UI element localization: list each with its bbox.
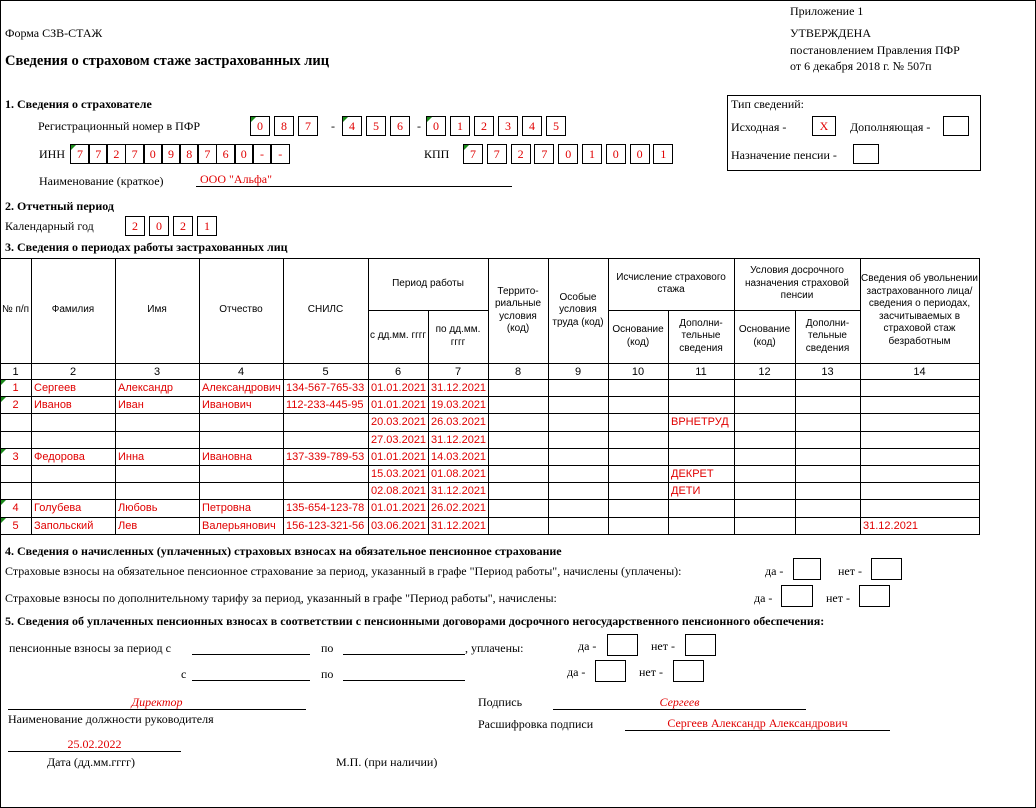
section3-heading: 3. Сведения о периодах работы застрахованных лиц: [5, 240, 288, 254]
approval-line-4: от 6 декабря 2018 г. № 507п: [790, 59, 932, 73]
sign-value[interactable]: Сергеев: [659, 695, 700, 709]
cell-dismissal: 31.12.2021: [863, 519, 919, 532]
approval-line-1: Приложение 1: [790, 4, 864, 18]
s4-line1-no-box[interactable]: [871, 558, 902, 580]
cell-patronymic: [200, 466, 282, 482]
s5-row1-no-label: нет -: [651, 639, 675, 653]
cell-period-from: 01.01.2021: [371, 450, 427, 463]
cell-calc-extra: [669, 500, 733, 516]
s5-from-label-1: пенсионные взносы за период с: [9, 641, 171, 655]
year-label: Календарный год: [5, 219, 94, 233]
cell-patronymic: Валерьянович: [202, 519, 276, 532]
col-header-special: Особые условия труда (код): [552, 291, 604, 328]
column-number: 10: [631, 366, 645, 378]
cell-period-to: 31.12.2021: [431, 382, 487, 394]
cell-patronymic: [200, 483, 282, 499]
inn-digit-box[interactable]: 2: [106, 144, 126, 164]
table-row[interactable]: [0, 431, 979, 448]
kpp-digit-box[interactable]: 0: [606, 144, 626, 164]
cell-calc-extra: ДЕТИ: [671, 485, 701, 498]
col-header-surname: Фамилия: [51, 304, 95, 316]
s4-line2-yes-label: да -: [754, 591, 773, 605]
table-gridline: [0, 534, 980, 535]
cell-snils: 137-339-789-53: [286, 450, 365, 463]
cell-patronymic: Ивановна: [202, 450, 252, 463]
cell-period-from: 03.06.2021: [371, 519, 427, 532]
cell-surname: [32, 414, 114, 430]
info-type-heading: Тип сведений:: [731, 97, 804, 111]
year-digit-box[interactable]: 2: [173, 216, 193, 236]
s5-row2-yes-box[interactable]: [595, 660, 626, 682]
inn-digit-box[interactable]: 8: [179, 144, 199, 164]
cell-patronymic: [200, 414, 282, 430]
year-digit-box[interactable]: 2: [125, 216, 145, 236]
s4-line1-yes-box[interactable]: [793, 558, 821, 580]
page-title: Сведения о страховом стаже застрахованных лиц: [5, 53, 330, 69]
inn-digit-box[interactable]: 7: [125, 144, 145, 164]
cell-period-from: 20.03.2021: [371, 416, 427, 429]
original-checkbox[interactable]: X: [812, 116, 836, 136]
column-number: 11: [695, 366, 707, 378]
position-label: Наименование должности руководителя: [8, 712, 214, 726]
cell-dismissal: [861, 432, 978, 448]
table-gridline: [0, 363, 980, 364]
col-header-period-from: с дд.мм. гггг: [369, 330, 427, 342]
cell-num: [1, 414, 30, 430]
org-name-value[interactable]: ООО "Альфа": [200, 172, 273, 186]
cell-surname: [32, 432, 114, 448]
table-row[interactable]: [0, 379, 979, 396]
inn-digit-box[interactable]: 7: [197, 144, 217, 164]
cell-calc-extra: [669, 449, 733, 465]
reg-number-label: Регистрационный номер в ПФР: [38, 119, 200, 133]
cell-dismissal: [861, 483, 978, 499]
cell-dismissal: [861, 449, 978, 465]
cell-period-to: 19.03.2021: [431, 399, 487, 412]
col-header-period-to: по дд.мм. гггг: [435, 324, 481, 348]
kpp-digit-box[interactable]: 7: [487, 144, 507, 164]
col-header-snils: СНИЛС: [307, 304, 344, 316]
cell-period-to: 26.03.2021: [431, 416, 487, 429]
col-header-patronymic: Отчество: [219, 304, 263, 316]
column-number: 5: [322, 366, 329, 378]
inn-digit-box[interactable]: 0: [234, 144, 254, 164]
col-header-name: Имя: [147, 304, 167, 316]
kpp-digit-box[interactable]: 7: [534, 144, 554, 164]
cell-calc-extra: [669, 397, 733, 413]
cell-name: [116, 466, 198, 482]
cell-num: 5: [12, 519, 19, 532]
column-number: 6: [394, 366, 402, 378]
date-value[interactable]: 25.02.2022: [67, 737, 122, 751]
section5-heading: 5. Сведения об уплаченных пенсионных взносах в соответствии с пенсионными договорами досрочного негосударственного пенсионного обеспечения:: [5, 614, 825, 628]
reg-digit-box[interactable]: 2: [474, 116, 494, 136]
cell-snils: [284, 466, 367, 482]
inn-digit-box[interactable]: 7: [88, 144, 108, 164]
kpp-digit-box[interactable]: 1: [582, 144, 602, 164]
col-header-period: Период работы: [392, 277, 464, 289]
reg-digit-box[interactable]: 5: [366, 116, 386, 136]
cell-dismissal: [861, 500, 978, 516]
cell-patronymic: Петровна: [202, 502, 251, 515]
reg-digit-box[interactable]: 4: [342, 116, 362, 136]
kpp-digit-box[interactable]: 2: [511, 144, 531, 164]
cell-period-to: 31.12.2021: [431, 519, 487, 532]
kpp-digit-box[interactable]: 0: [558, 144, 578, 164]
cell-period-from: 01.01.2021: [371, 399, 427, 412]
s4-line2-no-box[interactable]: [859, 585, 890, 607]
cell-calc-extra: ДЕКРЕТ: [671, 468, 714, 480]
kpp-digit-box[interactable]: 7: [463, 144, 483, 164]
reg-digit-box[interactable]: 0: [250, 116, 270, 136]
cell-surname: [32, 466, 114, 482]
inn-digit-box[interactable]: 9: [161, 144, 181, 164]
cell-period-to: 01.08.2021: [431, 468, 487, 480]
table-gridline: [979, 258, 980, 535]
table-row[interactable]: [0, 499, 979, 516]
cell-dismissal: [861, 397, 978, 413]
section1-heading: 1. Сведения о страхователе: [5, 97, 152, 111]
cell-period-to: 31.12.2021: [431, 433, 487, 446]
cell-patronymic: Александрович: [202, 382, 281, 394]
table-row[interactable]: [0, 517, 979, 534]
cell-name: Александр: [118, 382, 174, 394]
cell-surname: Запольский: [34, 519, 94, 532]
cell-calc-extra: ВРНЕТРУД: [671, 416, 729, 429]
cell-name: Инна: [118, 450, 145, 463]
reg-digit-box[interactable]: 8: [274, 116, 294, 136]
position-value[interactable]: Директор: [131, 695, 183, 709]
s5-row2-no-box[interactable]: [673, 660, 704, 682]
kpp-digit-box[interactable]: 0: [630, 144, 650, 164]
cell-name: [116, 432, 198, 448]
cell-name: Иван: [118, 399, 144, 412]
year-digit-box[interactable]: 1: [197, 216, 217, 236]
section4-line2: Страховые взносы по дополнительному тарифу за период, указанный в графе "Период работы", начислены:: [5, 591, 557, 605]
cell-snils: 112-233-445-95: [286, 399, 364, 412]
cell-period-to: 26.02.2021: [431, 502, 487, 515]
column-number: 14: [913, 366, 926, 378]
decode-label: Расшифровка подписи: [478, 717, 594, 731]
col-header-early-basis: Основание (код): [738, 324, 791, 348]
stamp-label: М.П. (при наличии): [336, 755, 438, 769]
date-label: Дата (дд.мм.гггг): [47, 755, 135, 769]
reg-digit-box[interactable]: 5: [546, 116, 566, 136]
cell-period-from: 15.03.2021: [371, 468, 427, 480]
s4-line1-yes-label: да -: [765, 564, 784, 578]
cell-num: [1, 483, 30, 499]
s5-row2-yes-label: да -: [567, 665, 586, 679]
table-row[interactable]: [0, 413, 979, 430]
cell-snils: 134-567-765-33: [286, 382, 365, 394]
additional-label: Дополняющая -: [850, 120, 931, 134]
approval-line-3: постановлением Правления ПФР: [790, 43, 960, 57]
col-header-early: Условия досрочного назначения страховой пенсии: [745, 265, 849, 302]
col-header-num: № п/п: [1, 304, 30, 316]
s5-from-label-2: с: [181, 667, 187, 681]
form-code: Форма СЗВ-СТАЖ: [5, 26, 103, 40]
cell-period-from: 01.01.2021: [371, 382, 427, 394]
cell-num: 3: [12, 450, 19, 463]
inn-digit-box[interactable]: 7: [70, 144, 90, 164]
cell-period-from: 27.03.2021: [371, 433, 427, 446]
decode-value[interactable]: Сергеев Александр Александрович: [667, 716, 848, 730]
pension-checkbox[interactable]: [853, 144, 879, 164]
reg-digit-box[interactable]: 3: [498, 116, 518, 136]
year-digit-box[interactable]: 0: [149, 216, 169, 236]
cell-name: [116, 414, 198, 430]
cell-name: Любовь: [118, 502, 158, 515]
kpp-label: КПП: [424, 147, 450, 161]
cell-surname: Голубева: [34, 502, 82, 515]
cell-num: 2: [12, 399, 19, 412]
cell-surname: Сергеев: [34, 382, 77, 394]
cell-surname: [32, 483, 114, 499]
inn-digit-box[interactable]: 0: [143, 144, 163, 164]
reg-number-separator: -: [331, 119, 335, 133]
cell-snils: [284, 414, 367, 430]
cell-dismissal: [861, 414, 978, 430]
reg-number-separator: -: [417, 119, 421, 133]
kpp-digit-box[interactable]: 1: [653, 144, 673, 164]
cell-snils: 156-123-321-56: [286, 519, 365, 532]
section4-line1: Страховые взносы на обязательное пенсионное страхование за период, указанный в графе "Период работы", начислены (уплачены):: [5, 564, 682, 578]
reg-digit-box[interactable]: 6: [390, 116, 410, 136]
cell-name: Лев: [118, 519, 138, 532]
org-name-label: Наименование (краткое): [39, 174, 164, 188]
additional-checkbox[interactable]: [943, 116, 969, 136]
reg-digit-box[interactable]: 7: [298, 116, 318, 136]
reg-digit-box[interactable]: 0: [426, 116, 446, 136]
cell-calc-extra: [669, 518, 733, 534]
s5-to-field-2[interactable]: [343, 680, 465, 681]
col-header-calc: Исчисление страхового стажа: [616, 271, 726, 295]
s5-to-label-1: по: [321, 641, 334, 655]
column-number: 2: [69, 366, 77, 378]
reg-digit-box[interactable]: 1: [450, 116, 470, 136]
s5-row1-yes-box[interactable]: [607, 634, 638, 656]
approval-line-2: УТВЕРЖДЕНА: [790, 26, 872, 40]
cell-surname: Федорова: [34, 450, 85, 463]
cell-name: [116, 483, 198, 499]
cell-patronymic: Иванович: [202, 399, 252, 412]
cell-snils: [284, 483, 367, 499]
cell-dismissal: [861, 466, 978, 482]
section2-heading: 2. Отчетный период: [5, 199, 114, 213]
cell-period-from: 01.01.2021: [371, 502, 427, 515]
cell-num: [1, 432, 30, 448]
table-row[interactable]: [0, 465, 979, 482]
inn-label: ИНН: [39, 147, 65, 161]
cell-dismissal: [861, 380, 978, 396]
inn-digit-box[interactable]: -: [270, 144, 290, 164]
s4-line2-yes-box[interactable]: [781, 585, 813, 607]
section4-heading: 4. Сведения о начисленных (уплаченных) страховых взносах на обязательное пенсионное страхование: [5, 544, 562, 558]
cell-snils: [284, 432, 367, 448]
column-number: 12: [758, 366, 771, 378]
s5-to-label-2: по: [321, 667, 334, 681]
column-number: 8: [514, 366, 522, 378]
sign-label: Подпись: [478, 695, 523, 709]
column-number: 4: [237, 366, 245, 378]
cell-num: 1: [12, 382, 19, 394]
column-number: 9: [574, 366, 582, 378]
col-header-early-extra: Дополни-тельные сведения: [805, 317, 850, 354]
column-number: 13: [821, 366, 834, 378]
pension-label: Назначение пенсии -: [731, 148, 837, 162]
inn-digit-box[interactable]: 6: [216, 144, 236, 164]
column-number: 3: [153, 366, 161, 378]
s5-from-field-1[interactable]: [192, 654, 310, 655]
s5-row1-yes-label: да -: [578, 639, 597, 653]
s5-row1-no-box[interactable]: [685, 634, 716, 656]
cell-period-to: 14.03.2021: [431, 450, 487, 463]
s5-paid-label: , уплачены:: [465, 641, 524, 655]
cell-calc-extra: [669, 432, 733, 448]
cell-calc-extra: [669, 380, 733, 396]
table-row[interactable]: [0, 448, 979, 465]
col-header-calc-basis: Основание (код): [612, 324, 664, 348]
table-row[interactable]: [0, 396, 979, 413]
table-row[interactable]: [0, 482, 979, 499]
reg-digit-box[interactable]: 4: [522, 116, 542, 136]
inn-digit-box[interactable]: -: [252, 144, 272, 164]
column-number: 1: [12, 366, 19, 378]
cell-period-to: 31.12.2021: [431, 485, 487, 498]
s5-to-field-1[interactable]: [343, 654, 465, 655]
col-header-calc-extra: Дополни-тельные сведения: [679, 317, 723, 354]
col-header-dismissal: Сведения об увольнении застрахованного лица/ сведения о периодах, засчитываемых в страховой стаж безработным: [861, 273, 978, 347]
cell-num: [1, 466, 30, 482]
s4-line2-no-label: нет -: [826, 591, 850, 605]
column-number: 7: [454, 366, 462, 378]
s5-row2-no-label: нет -: [639, 665, 663, 679]
col-header-territorial: Террито-риальные условия (код): [494, 285, 542, 334]
cell-period-from: 02.08.2021: [371, 485, 427, 498]
cell-num: 4: [12, 502, 19, 515]
original-label: Исходная -: [731, 120, 787, 134]
s5-from-field-2[interactable]: [192, 680, 310, 681]
cell-patronymic: [200, 432, 282, 448]
cell-surname: Иванов: [34, 399, 72, 412]
s4-line1-no-label: нет -: [838, 564, 862, 578]
cell-snils: 135-654-123-78: [286, 502, 365, 515]
